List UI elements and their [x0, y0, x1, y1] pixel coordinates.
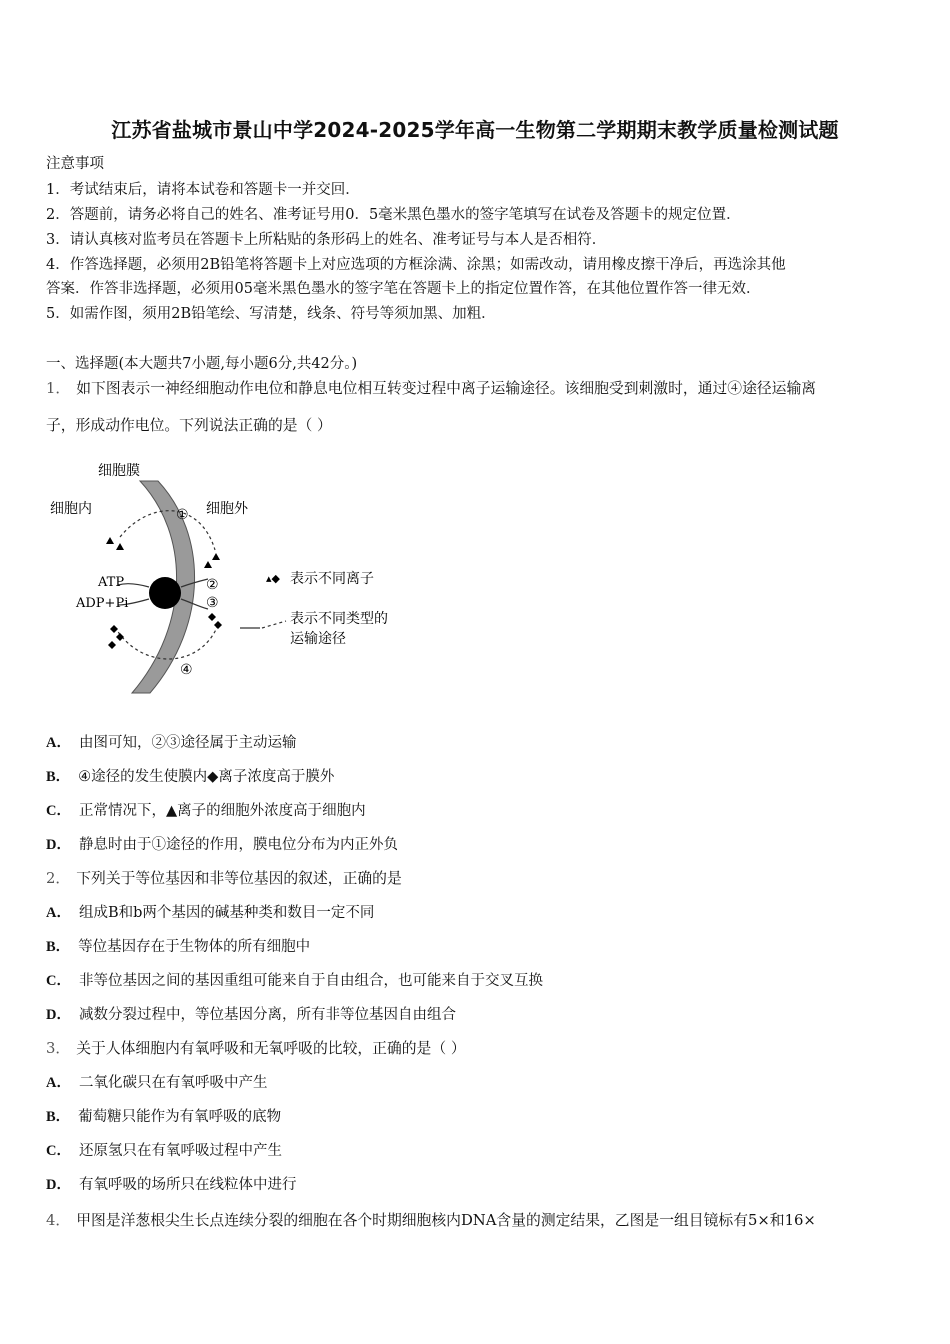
question-1-line2: 子，形成动作电位。下列说法正确的是（ ） — [46, 417, 332, 434]
legend-ion-icons: ▴◆ — [266, 572, 280, 585]
cell-inside-label: 细胞内 — [50, 501, 92, 517]
notice-heading: 注意事项 — [46, 156, 104, 172]
notice-item: 5．如需作图，须用2B铅笔绘、写清楚，线条、符号等须加黑、加粗． — [46, 306, 496, 322]
ion-triangle-icon — [116, 543, 124, 550]
question-1-option-a[interactable]: A． 由图可知，②③途径属于主动运输 — [46, 735, 297, 751]
ion-diamond-icon — [108, 641, 116, 649]
ion-diamond-icon — [208, 613, 216, 621]
question-2-option-b[interactable]: B． 等位基因存在于生物体的所有细胞中 — [46, 939, 311, 955]
adp-label: ADP+Pi — [76, 596, 129, 611]
legend-path-label-2: 运输途径 — [290, 631, 346, 647]
ion-transport-figure — [40, 455, 420, 700]
ion-triangle-icon — [204, 561, 212, 568]
question-3-option-d[interactable]: D． 有氧呼吸的场所只在线粒体中进行 — [46, 1177, 297, 1193]
question-1-option-b[interactable]: B． ④途径的发生使膜内◆离子浓度高于膜外 — [46, 769, 335, 785]
atp-label: ATP — [98, 575, 125, 590]
ion-triangle-icon — [212, 553, 220, 560]
question-1-option-d[interactable]: D． 静息时由于①途径的作用，膜电位分布为内正外负 — [46, 837, 398, 853]
legend-dashed-line — [262, 621, 286, 628]
question-2-stem: 2． 下列关于等位基因和非等位基因的叙述，正确的是 — [46, 870, 402, 887]
ion-triangle-icon — [106, 537, 114, 544]
question-2-option-a[interactable]: A． 组成B和b两个基因的碱基种类和数目一定不同 — [46, 905, 375, 921]
ion-diamond-icon — [214, 621, 222, 629]
section-heading: 一、选择题(本大题共7小题,每小题6分,共42分。) — [46, 356, 358, 372]
ion-diamond-icon — [116, 633, 124, 641]
path-1-label: ① — [176, 507, 189, 523]
ion-pump — [149, 577, 181, 609]
notice-item: 1．考试结束后，请将本试卷和答题卡一并交回． — [46, 182, 360, 198]
notice-item: 4．作答选择题，必须用2B铅笔将答题卡上对应选项的方框涂满、涂黑；如需改动，请用橡皮擦干净后，再选涂其他 — [46, 257, 786, 273]
question-3-option-b[interactable]: B． 葡萄糖只能作为有氧呼吸的底物 — [46, 1109, 282, 1125]
notice-item: 答案．作答非选择题，必须用05毫米黑色墨水的签字笔在答题卡上的指定位置作答，在其他位置作答一律无效． — [46, 281, 761, 297]
ion-diamond-icon — [110, 625, 118, 633]
question-3-stem: 3． 关于人体细胞内有氧呼吸和无氧呼吸的比较，正确的是（ ） — [46, 1040, 466, 1057]
legend-ion-label: 表示不同离子 — [290, 571, 374, 587]
path-4-label: ④ — [180, 662, 193, 678]
page-title: 江苏省盐城市景山中学2024-2025学年高一生物第二学期期末教学质量检测试题 — [111, 118, 839, 142]
membrane-label: 细胞膜 — [98, 463, 140, 479]
question-1-option-c[interactable]: C． 正常情况下，▲离子的细胞外浓度高于细胞内 — [46, 803, 366, 819]
notice-item: 3．请认真核对监考员在答题卡上所粘贴的条形码上的姓名、准考证号与本人是否相符． — [46, 232, 607, 248]
path-2-label: ② — [206, 577, 219, 593]
question-1-line1: 如下图表示一神经细胞动作电位和静息电位相互转变过程中离子运输途径。该细胞受到刺激时，通过④途径运输离 — [76, 380, 817, 397]
legend-path-label-1: 表示不同类型的 — [290, 611, 388, 627]
cell-outside-label: 细胞外 — [206, 501, 248, 517]
path-3-label: ③ — [206, 595, 219, 611]
question-2-option-d[interactable]: D． 减数分裂过程中，等位基因分离，所有非等位基因自由组合 — [46, 1007, 456, 1023]
question-3-option-a[interactable]: A． 二氧化碳只在有氧呼吸中产生 — [46, 1075, 268, 1091]
question-number: 1． — [46, 380, 71, 397]
question-2-option-c[interactable]: C． 非等位基因之间的基因重组可能来自于自由组合，也可能来自于交叉互换 — [46, 973, 543, 989]
question-4-stem: 4． 甲图是洋葱根尖生长点连续分裂的细胞在各个时期细胞核内DNA含量的测定结果，乙图是一组目镜标有5×和16× — [46, 1212, 816, 1229]
question-1-stem — [46, 377, 816, 398]
notice-item: 2．答题前，请务必将自己的姓名、准考证号用0．5毫米黑色墨水的签字笔填写在试卷及答题卡的规定位置． — [46, 207, 741, 223]
question-3-option-c[interactable]: C． 还原氢只在有氧呼吸过程中产生 — [46, 1143, 282, 1159]
